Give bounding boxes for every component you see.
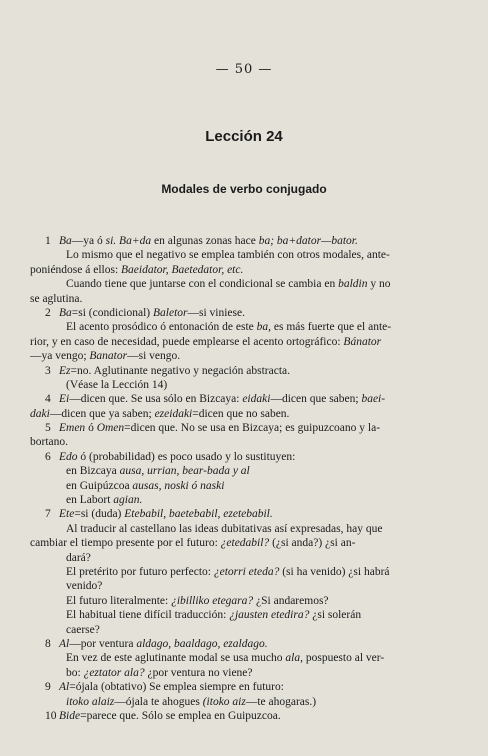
lesson-body [30, 234, 464, 723]
italic-term: agian. [113, 494, 143, 507]
text-run: Al traducir al castellano las ideas dubitativas así expresadas, hay que [66, 522, 383, 535]
item-number: 6 [45, 450, 51, 463]
text-line [30, 637, 464, 651]
text-run: ¿por ventura no viene? [144, 666, 253, 679]
text-line [30, 680, 464, 694]
text-line [30, 407, 464, 421]
italic-term: daki [30, 407, 50, 420]
text-line [30, 263, 464, 277]
text-run: ó [85, 422, 97, 435]
text-run: es más fuerte que el ante- [271, 321, 392, 334]
text-run: en Bizcaya [66, 465, 120, 478]
text-line [30, 349, 464, 363]
text-run: bo: [66, 666, 84, 679]
italic-term: Emen [59, 422, 86, 435]
text-line [30, 579, 464, 593]
text-line [30, 435, 464, 449]
text-run: cambiar el tiempo presente por el futuro: [30, 537, 221, 550]
italic-term: ¿eztator ala? [83, 666, 145, 679]
text-line [30, 450, 464, 464]
text-run: venido? [66, 580, 103, 593]
text-line [30, 234, 464, 248]
text-run: El acento prosódico ó entonación de este [66, 321, 257, 334]
italic-term: Al [59, 637, 70, 650]
italic-term: Al [59, 681, 70, 694]
text-run: —ya ó [71, 235, 106, 247]
text-run: —dicen que. Se usa sólo en Bizcaya: [69, 393, 243, 406]
text-line [30, 320, 464, 334]
section-title: Modales de verbo conjugado [161, 182, 327, 196]
italic-term: Banator [89, 350, 128, 363]
text-run: El pretérito por futuro perfecto: [66, 565, 214, 578]
lesson-title: Lección 24 [205, 128, 283, 145]
text-run: ¿si solerán [309, 609, 362, 622]
text-line [30, 479, 464, 493]
text-run: poniéndose á ellos: [30, 263, 122, 276]
italic-term: Ei [59, 393, 70, 406]
text-run: =dicen que. No se usa en Bizcaya; es guipuzcoano y la- [124, 422, 381, 435]
italic-term: baei- [361, 393, 386, 406]
italic-term: eidaki [242, 393, 271, 406]
text-run: =si (condicional) [71, 306, 153, 319]
text-line [30, 392, 464, 406]
text-line [30, 522, 464, 536]
text-run: —dicen que saben; [270, 393, 362, 406]
text-line [30, 594, 464, 608]
text-run: Cuando tiene que juntarse con el condicional se cambia en [66, 278, 339, 291]
italic-term: si. Ba+da [105, 235, 152, 247]
text-run: —si vengo. [127, 350, 181, 363]
italic-term: Ba [59, 306, 72, 319]
text-run: El futuro literalmente: [66, 594, 172, 607]
text-run: dará? [66, 551, 91, 564]
text-run: —te ahogaras.) [245, 695, 317, 708]
text-line [30, 551, 464, 565]
text-run: —ya vengo; [30, 350, 90, 363]
text-run: (si ha venido) ¿si habrá [279, 565, 390, 578]
text-line [30, 623, 464, 637]
text-line [30, 565, 464, 579]
text-line [30, 651, 464, 665]
italic-term: ba, [256, 321, 272, 334]
text-run: en Labort [66, 494, 114, 507]
italic-term: Bide [59, 709, 81, 722]
item-number: 7 [45, 508, 51, 521]
text-run: ó (probabilidad) es poco usado y lo sustituyen: [77, 450, 296, 463]
text-run: en algunas zonas hace [151, 235, 259, 247]
italic-term: ausas, noski ó naski [132, 479, 225, 492]
text-line [30, 536, 464, 550]
text-run: =ójala (obtativo) Se emplea siempre en futuro: [69, 681, 284, 694]
italic-term: baldin [338, 278, 368, 291]
item-number: 2 [45, 306, 51, 319]
text-run: =si (duda) [74, 508, 125, 521]
text-run: pospuesto al ver- [302, 652, 385, 665]
text-line [30, 248, 464, 262]
italic-term: ¿ibilliko etegara? [171, 594, 254, 607]
text-run: —si viniese. [187, 306, 245, 319]
italic-term: Edo [59, 450, 78, 463]
italic-term: ala, [285, 652, 303, 665]
text-line [30, 666, 464, 680]
text-line [30, 695, 464, 709]
page-number: — 50 — [215, 62, 273, 77]
item-number: 3 [45, 364, 51, 377]
text-run: (¿si anda?) ¿si an- [269, 537, 356, 550]
text-run: rior, y en caso de necesidad, puede emplearse el acento ortográfico: [30, 335, 344, 348]
text-run: —ójala te ahogues [114, 695, 203, 708]
item-number: 9 [45, 681, 51, 694]
text-line [30, 277, 464, 291]
text-run: —por ventura [69, 637, 137, 650]
text-line [30, 507, 464, 521]
text-line [30, 421, 464, 435]
italic-term: Ez [59, 364, 71, 377]
text-run: =parece que. Sólo se emplea en Guipuzcoa. [80, 709, 281, 722]
italic-term: Omen [96, 422, 125, 435]
italic-term: ausa, urrian, bear-bada y al [119, 465, 250, 478]
italic-term: Bánator [343, 335, 382, 348]
italic-term: ba; ba+dator—bator. [258, 235, 358, 247]
text-run: El habitual tiene difícil traducción: [66, 609, 230, 622]
text-line [30, 464, 464, 478]
italic-term: ¿etedabil? [220, 537, 270, 550]
item-number: 4 [45, 393, 51, 406]
text-line [30, 378, 464, 392]
text-run: bortano. [30, 436, 69, 449]
text-line [30, 709, 464, 723]
item-number: 1 [45, 235, 51, 247]
italic-term: itoko alaiz [66, 695, 115, 708]
text-line [30, 335, 464, 349]
italic-term: Etebabil, baetebabil, ezetebabil. [124, 508, 273, 521]
text-run: en Guipúzcoa [66, 479, 133, 492]
text-run: ¿Si andaremos? [253, 594, 329, 607]
italic-term: Baeidator, Baetedator, etc. [121, 263, 244, 276]
text-run: =dicen que no saben. [192, 407, 290, 420]
text-run: caerse? [66, 623, 100, 636]
text-run: En vez de este aglutinante modal se usa mucho [66, 652, 286, 665]
text-line [30, 292, 464, 306]
italic-term: ezeidaki [154, 407, 193, 420]
italic-term: ¿etorri eteda? [213, 565, 280, 578]
text-run: =no. Aglutinante negativo y negación abstracta. [70, 364, 290, 377]
text-run: se aglutina. [30, 292, 83, 305]
text-line [30, 364, 464, 378]
text-run: Lo mismo que el negativo se emplea también con otros modales, ante- [66, 249, 390, 262]
text-line [30, 608, 464, 622]
text-line [30, 306, 464, 320]
italic-term: Ete [59, 508, 75, 521]
italic-term: ¿jausten etedira? [229, 609, 310, 622]
text-run: y no [367, 278, 391, 291]
italic-term: aldago, baaldago, ezaldago. [136, 637, 268, 650]
italic-term: (itoko aiz [202, 695, 246, 708]
text-line [30, 493, 464, 507]
item-number: 10 [45, 709, 57, 722]
item-number: 5 [45, 422, 51, 435]
italic-term: Baletor [153, 306, 188, 319]
italic-term: Ba [59, 235, 72, 247]
text-run: —dicen que ya saben; [49, 407, 155, 420]
text-run: (Véase la Lección 14) [66, 378, 168, 391]
item-number: 8 [45, 637, 51, 650]
